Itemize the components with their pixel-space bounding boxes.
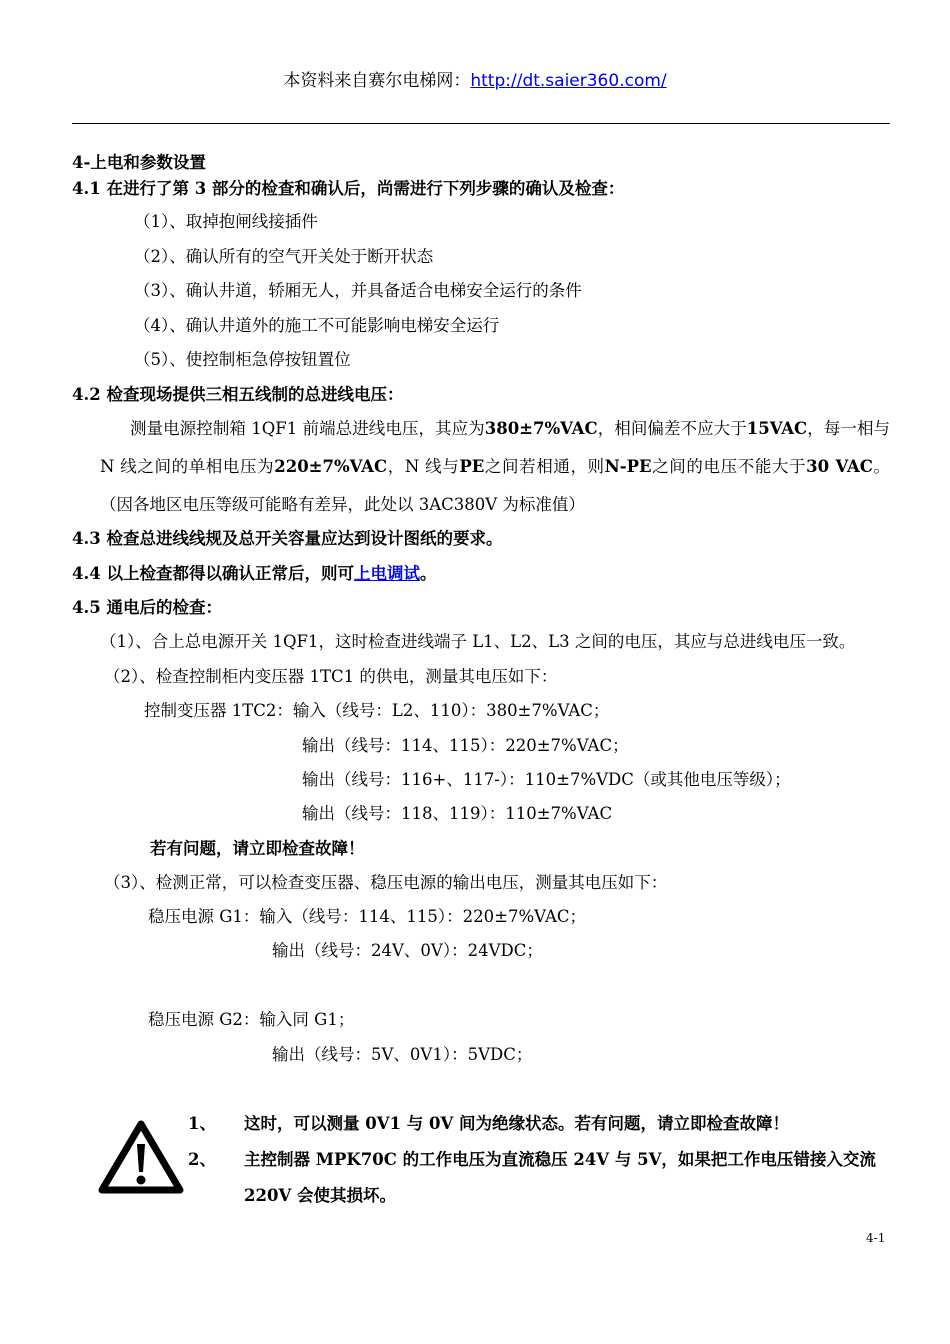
header-prefix: 本资料来自赛尔电梯网： [283,71,471,91]
tc2-line: 输出（线号：118、119）：110±7%VAC [302,804,613,823]
warning-num: 1、 [188,1114,216,1133]
s42-title: 4.2 检查现场提供三相五线制的总进线电压： [72,385,404,404]
s41-title: 4.1 在进行了第 3 部分的检查和确认后，尚需进行下列步骤的确认及检查： [72,179,625,198]
page-header [0,66,950,91]
s45-item3: （3）、检测正常，可以检查变压器、稳压电源的输出电压，测量其电压如下： [104,873,668,892]
warning-triangle-icon [98,1118,184,1196]
s41-item: （3）、确认井道，轿厢无人，并具备适合电梯安全运行的条件 [134,281,582,300]
header-rule [72,123,890,124]
fault-notice: 若有问题，请立即检查故障！ [150,839,365,858]
s42-paragraph: 测量电源控制箱 1QF1 前端总进线电压，其应为380±7%VAC，相间偏差不应大于15VAC，每一相与 N 线之间的单相电压为220±7%VAC，N 线与PE之间若相通，则N-PE之间的电压不能大于30 VAC。（因各地区电压等级可能略有差异，此处以 3AC380V 为标准值） [100,419,891,514]
s41-item: （4）、确认井道外的施工不可能影响电梯安全运行 [134,316,500,335]
s45-item2: （2）、检查控制柜内变压器 1TC1 的供电，测量其电压如下： [104,667,558,686]
header-link[interactable]: http://dt.saier360.com/ [470,71,667,91]
s41-item: （1）、取掉抱闸线接插件 [134,212,318,231]
s43-title: 4.3 检查总进线线规及总开关容量应达到设计图纸的要求。 [72,529,503,548]
warning-num: 2、 [188,1150,216,1169]
section-title: 4-上电和参数设置 [72,153,206,172]
s41-item: （2）、确认所有的空气开关处于断开状态 [134,247,434,266]
power-on-debug-link[interactable]: 上电调试 [353,564,420,583]
page-number: 4-1 [866,1231,886,1245]
s41-item: （5）、使控制柜急停按钮置位 [134,350,351,369]
s44-line: 4.4 以上检查都得以确认正常后，则可上电调试。 [72,564,437,583]
warning-text: 主控制器 MPK70C 的工作电压为直流稳压 24V 与 5V，如果把工作电压错接入交流 220V 会使其损坏。 [244,1150,876,1205]
tc2-line: 输出（线号：116+、117-）：110±7%VDC（或其他电压等级）； [302,770,791,789]
tc2-line: 控制变压器 1TC2：输入（线号：L2、110）：380±7%VAC； [144,701,610,720]
s45-item1: （1）、合上总电源开关 1QF1，这时检查进线端子 L1、L2、L3 之间的电压，其应与总进线电压一致。 [100,632,856,651]
warning-text: 这时，可以测量 0V1 与 0V 间为绝缘状态。若有问题，请立即检查故障！ [244,1114,790,1133]
g2-line: 输出（线号：5V、0V1）：5VDC； [272,1045,533,1064]
tc2-line: 输出（线号：114、115）：220±7%VAC； [302,736,629,755]
g1-line: 输出（线号：24V、0V）：24VDC； [272,941,543,960]
s45-title: 4.5 通电后的检查： [72,598,222,617]
g2-line: 稳压电源 G2：输入同 G1； [148,1010,355,1029]
g1-line: 稳压电源 G1：输入（线号：114、115）：220±7%VAC； [148,907,586,926]
